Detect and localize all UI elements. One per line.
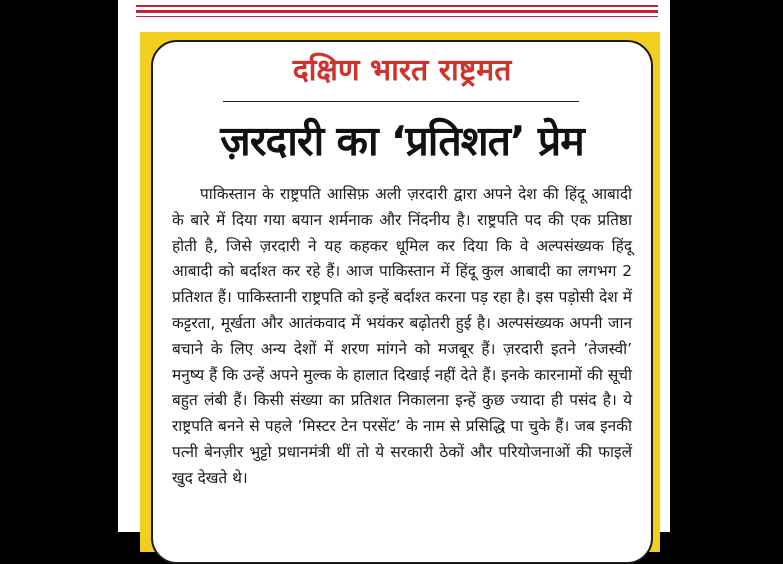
- header-rule-top: [136, 5, 658, 7]
- header-rule-middle: [136, 10, 658, 13]
- article-body: पाकिस्तान के राष्ट्रपति आसिफ़ अली ज़रदारी द्वारा अपने देश की हिंदू आबादी के बारे में दिया गया बयान शर्मनाक और निंदनीय है। राष्ट्रपति पद की एक प्रतिष्ठा होती है, जिसे ज़रदारी ने यह कहकर धूमिल कर दिया कि वे अल्पसंख्यक हिंदू आबादी को बर्दाश्त कर रहे हैं। आज पाकिस्तान में हिंदू कुल आबादी का लगभग 2 प्रतिशत हैं। पाकिस्तानी राष्ट्रपति को इन्हें बर्दाश्त करना पड़ रहा है। इस पड़ोसी देश में कट्टरता, मूर्खता और आतंकवाद में भयंकर बढ़ोतरी हुई है। अल्पसंख्यक अपनी जान बचाने के लिए अन्य देशों में शरण मांगने को मजबूर हैं। ज़रदारी इतने ’तेजस्वी’ मनुष्य हैं कि उन्हें अपने मुल्क के हालात दिखाई नहीं देते हैं। इनके कारनामों की सूची बहुत लंबी हैं। किसी संख्या का प्रतिशत निकालना इन्हें कुछ ज्यादा ही पसंद है। ये राष्ट्रपति बनने से पहले ’मिस्टर टेन परसेंट’ के नाम से प्रसिद्धि पा चुके हैं। जब इनकी पत्नी बेनज़ीर भुट्टो प्रधानमंत्री थीं तो ये सरकारी ठेकों और परियोजनाओं की फाइलें खुद देखते थे।: [172, 185, 632, 487]
- masthead-title: दक्षिण भारत राष्ट्रमत: [292, 53, 512, 88]
- masthead-divider: [223, 101, 579, 102]
- header-rule-bottom: [136, 16, 658, 17]
- article-headline: ज़रदारी का ‘प्रतिशत’ प्रेम: [220, 117, 584, 165]
- editorial-card: [151, 40, 653, 564]
- newspaper-page: [118, 0, 670, 532]
